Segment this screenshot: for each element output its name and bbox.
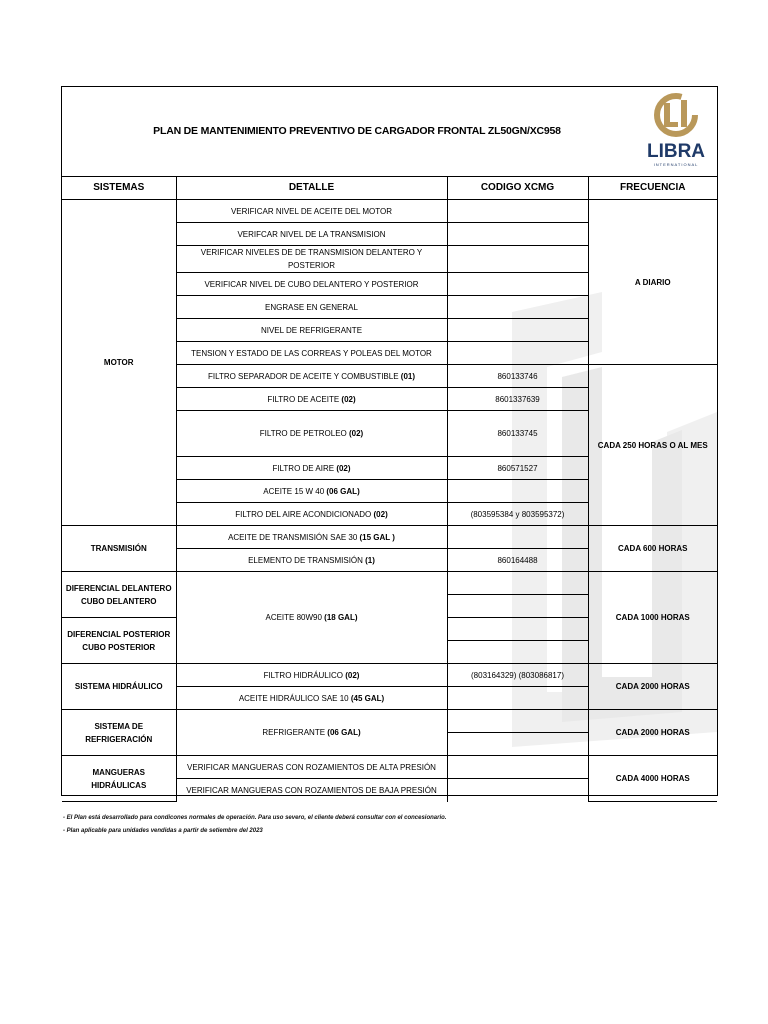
detail-text: FILTRO DEL AIRE ACONDICIONADO xyxy=(235,509,374,519)
libra-logo xyxy=(640,92,712,170)
table-row xyxy=(62,200,717,223)
logo-tagline: INTERNATIONAL xyxy=(653,162,699,167)
system-mangueras: MANGUERAS HIDRÁULICAS xyxy=(62,756,176,802)
code-cell: 860133745 xyxy=(447,411,588,457)
code-cell: (803164329) (803086817) xyxy=(447,664,588,687)
detail-cell: VERIFICAR MANGUERAS CON ROZAMIENTOS DE ALTA PRESIÓN xyxy=(176,756,447,779)
detail-text: REFRIGERANTE xyxy=(262,728,328,737)
detail-qty: (18 GAL) xyxy=(324,613,358,622)
footnote: - Plan aplicable para unidades vendidas a partir de setiembre del 2023 xyxy=(63,828,263,834)
frequency-4000h: CADA 4000 HORAS xyxy=(588,756,717,802)
code-cell xyxy=(447,595,588,618)
code-cell xyxy=(447,342,588,365)
detail-text: ACEITE 15 W 40 xyxy=(263,486,327,496)
detail-qty: (01) xyxy=(400,371,416,381)
detail-cell: NIVEL DE REFRIGERANTE xyxy=(176,319,447,342)
detail-text: FILTRO DE ACEITE xyxy=(267,394,342,404)
code-cell: 860133746 xyxy=(447,365,588,388)
detail-qty: (06 GAL) xyxy=(326,486,360,496)
detail-cell xyxy=(176,572,447,664)
detail-qty: (02) xyxy=(341,394,356,404)
detail-text: FILTRO DE PETROLEO xyxy=(259,429,349,438)
frequency-2000h-hidraulico: CADA 2000 HORAS xyxy=(588,664,717,710)
detail-qty: (45 GAL) xyxy=(350,693,385,703)
code-cell: 8601337639 xyxy=(447,388,588,411)
code-cell xyxy=(447,273,588,296)
header-detalle: DETALLE xyxy=(176,176,447,200)
detail-cell: VERIFICAR NIVEL DE CUBO DELANTERO Y POSTERIOR xyxy=(176,273,447,296)
detail-cell xyxy=(176,457,447,480)
system-motor: MOTOR xyxy=(62,200,176,526)
detail-cell: VERIFICAR NIVEL DE ACEITE DEL MOTOR xyxy=(176,200,447,223)
code-cell xyxy=(447,200,588,223)
detail-qty: (02) xyxy=(373,509,388,519)
code-cell: 860571527 xyxy=(447,457,588,480)
detail-qty: (1) xyxy=(365,555,375,565)
footnote: - El Plan está desarrollado para condicones normales de operación. Para uso severo, el cliente deberá consultar con el concesionario. xyxy=(63,815,447,821)
detail-cell: TENSION Y ESTADO DE LAS CORREAS Y POLEAS DEL MOTOR xyxy=(176,342,447,365)
table-row xyxy=(62,756,717,779)
system-diferencial-delantero: DIFERENCIAL DELANTERO CUBO DELANTERO xyxy=(62,572,176,618)
code-cell xyxy=(447,526,588,549)
detail-text: FILTRO HIDRÁULICO xyxy=(263,670,346,680)
maintenance-plan-document xyxy=(61,86,718,796)
code-cell xyxy=(447,572,588,595)
detail-cell: ENGRASE EN GENERAL xyxy=(176,296,447,319)
detail-cell: VERIFICAR MANGUERAS CON ROZAMIENTOS DE BAJA PRESIÓN xyxy=(176,779,447,802)
code-cell xyxy=(447,618,588,641)
detail-cell xyxy=(176,664,447,687)
table-row xyxy=(62,572,717,595)
detail-text: FILTRO DE AIRE xyxy=(272,463,337,473)
code-cell xyxy=(447,319,588,342)
system-diferencial-posterior: DIFERENCIAL POSTERIOR CUBO POSTERIOR xyxy=(62,618,176,664)
frequency-daily: A DIARIO xyxy=(588,200,717,365)
frequency-250h: CADA 250 HORAS O AL MES xyxy=(588,365,717,526)
detail-qty: (02) xyxy=(348,429,364,438)
code-cell xyxy=(447,733,588,756)
code-cell xyxy=(447,710,588,733)
detail-qty: (02) xyxy=(345,670,360,680)
detail-text: FILTRO SEPARADOR DE ACEITE Y COMBUSTIBLE xyxy=(207,371,401,381)
detail-cell xyxy=(176,526,447,549)
frequency-600h: CADA 600 HORAS xyxy=(588,526,717,572)
detail-cell xyxy=(176,365,447,388)
table-row xyxy=(62,664,717,687)
detail-cell xyxy=(176,549,447,572)
code-cell xyxy=(447,246,588,273)
code-cell xyxy=(447,480,588,503)
detail-cell: VERIFCAR NIVEL DE LA TRANSMISION xyxy=(176,223,447,246)
table-row xyxy=(62,710,717,733)
frequency-2000h-refrigeracion: CADA 2000 HORAS xyxy=(588,710,717,756)
detail-qty: (02) xyxy=(336,463,351,473)
document-header xyxy=(62,87,717,177)
code-cell xyxy=(447,687,588,710)
maintenance-table xyxy=(62,176,717,802)
code-cell xyxy=(447,223,588,246)
code-cell xyxy=(447,641,588,664)
logo-wordmark: LIBRA xyxy=(646,141,706,162)
libra-emblem-icon xyxy=(640,92,712,170)
header-codigo: CODIGO XCMG xyxy=(447,176,588,200)
detail-cell xyxy=(176,710,447,756)
code-cell: (803595384 y 803595372) xyxy=(447,503,588,526)
table-header-row xyxy=(62,176,717,200)
detail-text: ACEITE DE TRANSMISIÓN SAE 30 xyxy=(228,532,360,542)
system-refrigeracion: SISTEMA DE REFRIGERACIÓN xyxy=(62,710,176,756)
detail-cell xyxy=(176,388,447,411)
header-frecuencia: FRECUENCIA xyxy=(588,176,717,200)
table-row xyxy=(62,526,717,549)
frequency-1000h: CADA 1000 HORAS xyxy=(588,572,717,664)
detail-cell xyxy=(176,687,447,710)
system-transmision: TRANSMISIÓN xyxy=(62,526,176,572)
code-cell xyxy=(447,296,588,319)
document-title: PLAN DE MANTENIMIENTO PREVENTIVO DE CARGADOR FRONTAL ZL50GN/XC958 xyxy=(153,125,561,137)
code-cell xyxy=(447,779,588,802)
detail-qty: (06 GAL) xyxy=(327,728,361,737)
detail-text: ELEMENTO DE TRANSMISIÓN xyxy=(248,555,366,565)
detail-cell: VERIFICAR NIVELES DE DE TRANSMISION DELANTERO Y POSTERIOR xyxy=(176,246,447,273)
detail-qty: (15 GAL ) xyxy=(359,532,395,542)
header-sistemas: SISTEMAS xyxy=(62,176,176,200)
detail-text: ACEITE HIDRÁULICO SAE 10 xyxy=(238,693,351,703)
detail-cell xyxy=(176,480,447,503)
detail-cell xyxy=(176,411,447,457)
detail-text: ACEITE 80W90 xyxy=(265,613,325,622)
detail-cell xyxy=(176,503,447,526)
footnotes xyxy=(63,812,446,838)
system-hidraulico: SISTEMA HIDRÁULICO xyxy=(62,664,176,710)
code-cell xyxy=(447,756,588,779)
code-cell: 860164488 xyxy=(447,549,588,572)
